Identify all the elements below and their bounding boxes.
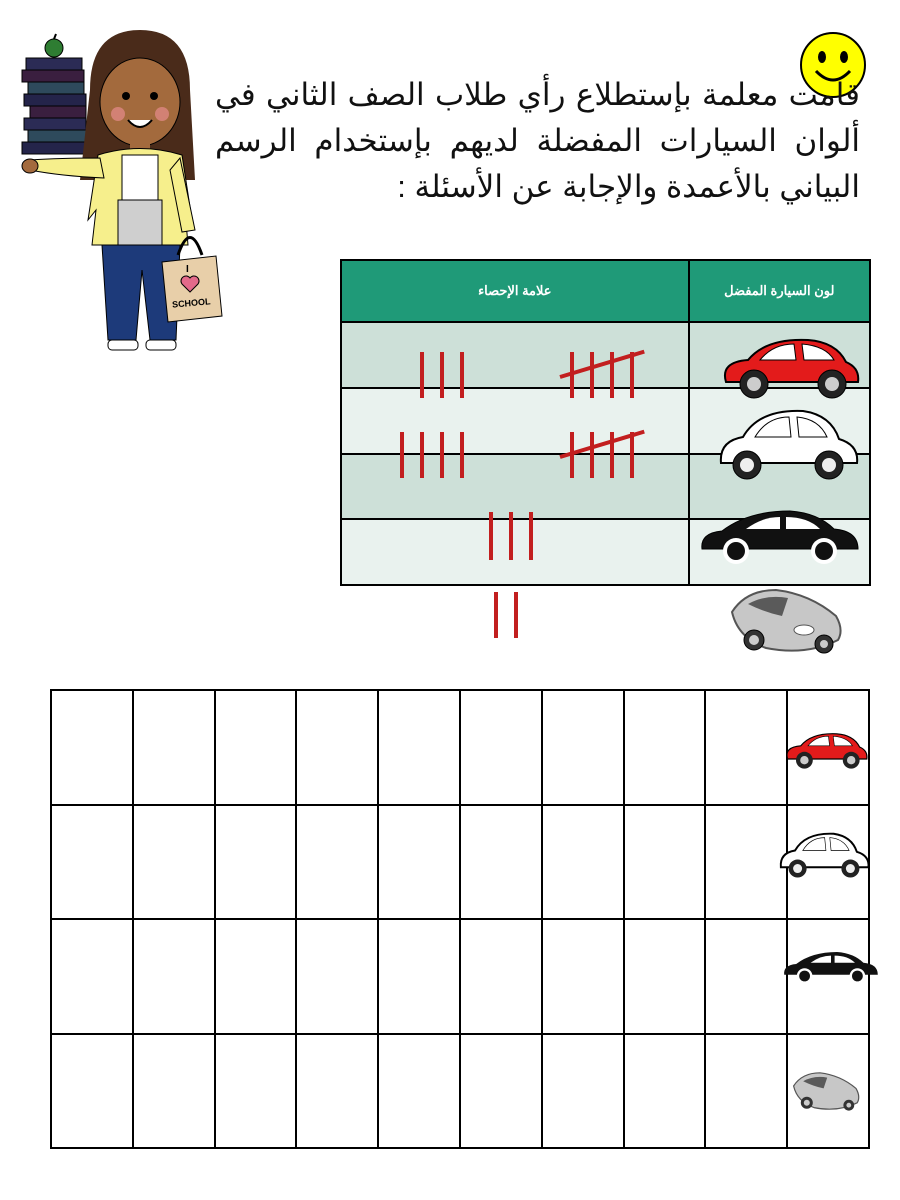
- grid-cell: [624, 919, 706, 1034]
- grid-cell: [378, 1034, 460, 1149]
- grid-cell: [296, 919, 378, 1034]
- grid-cell: [296, 805, 378, 920]
- black-car-icon: [783, 948, 879, 986]
- grid-cell: [51, 919, 133, 1034]
- tally-cell: [341, 388, 689, 454]
- grid-cell: [542, 1034, 624, 1149]
- grid-cell: [542, 690, 624, 805]
- tally-cell: [341, 454, 689, 520]
- grid-cell: [705, 1034, 787, 1149]
- grid-row: [51, 919, 869, 1034]
- grid-cell: [624, 805, 706, 920]
- tally-cell: [341, 322, 689, 388]
- question-title: قامت معلمة بإستطلاع رأي طلاب الصف الثاني في ألوان السيارات المفضلة لديهم بإستخدام الرسم البياني بالأعمدة والإجابة عن الأسئلة :: [215, 77, 860, 204]
- tally-column-header: علامة الإحصاء: [341, 260, 689, 322]
- grid-cell: [624, 1034, 706, 1149]
- grid-cell: [133, 690, 215, 805]
- grid-cell: [133, 805, 215, 920]
- red-car-icon: [780, 729, 872, 771]
- white-car-icon: [777, 828, 871, 882]
- grid-cell: [51, 1034, 133, 1149]
- red-car-icon: [718, 332, 862, 402]
- grid-cell: [133, 919, 215, 1034]
- teacher-illustration: [20, 30, 230, 360]
- silver-car-icon: [790, 1067, 862, 1117]
- car-color-column-header: لون السيارة المفضل: [689, 260, 870, 322]
- grid-cell: [460, 1034, 542, 1149]
- grid-cell: [378, 690, 460, 805]
- book-stack-icon: [22, 34, 88, 154]
- grid-cell: [705, 805, 787, 920]
- bag-text: SCHOOL: [171, 296, 211, 310]
- grid-cell: [296, 690, 378, 805]
- white-car-icon: [715, 405, 861, 483]
- grid-cell: [133, 1034, 215, 1149]
- grid-cell: [51, 805, 133, 920]
- grid-cell: [705, 919, 787, 1034]
- grid-cell: [215, 690, 297, 805]
- silver-car-icon: [726, 582, 846, 662]
- grid-cell: [51, 690, 133, 805]
- grid-cell: [542, 919, 624, 1034]
- grid-row: [51, 690, 869, 805]
- grid-cell: [215, 919, 297, 1034]
- bag-letter: I: [186, 264, 189, 275]
- grid-cell: [705, 690, 787, 805]
- grid-cell: [460, 805, 542, 920]
- grid-cell: [215, 805, 297, 920]
- grid-cell: [624, 690, 706, 805]
- tally-stroke: [514, 592, 518, 638]
- grid-cell: [460, 919, 542, 1034]
- grid-cell: [215, 1034, 297, 1149]
- grid-row: [51, 805, 869, 920]
- grid-cell: [296, 1034, 378, 1149]
- grid-cell: [378, 805, 460, 920]
- black-car-icon: [700, 505, 860, 567]
- grid-cell: [542, 805, 624, 920]
- grid-row: [51, 1034, 869, 1149]
- grid-cell: [378, 919, 460, 1034]
- grid-cell: [460, 690, 542, 805]
- bar-graph-grid: [50, 689, 870, 1149]
- tally-cell: [341, 519, 689, 585]
- tally-stroke: [494, 592, 498, 638]
